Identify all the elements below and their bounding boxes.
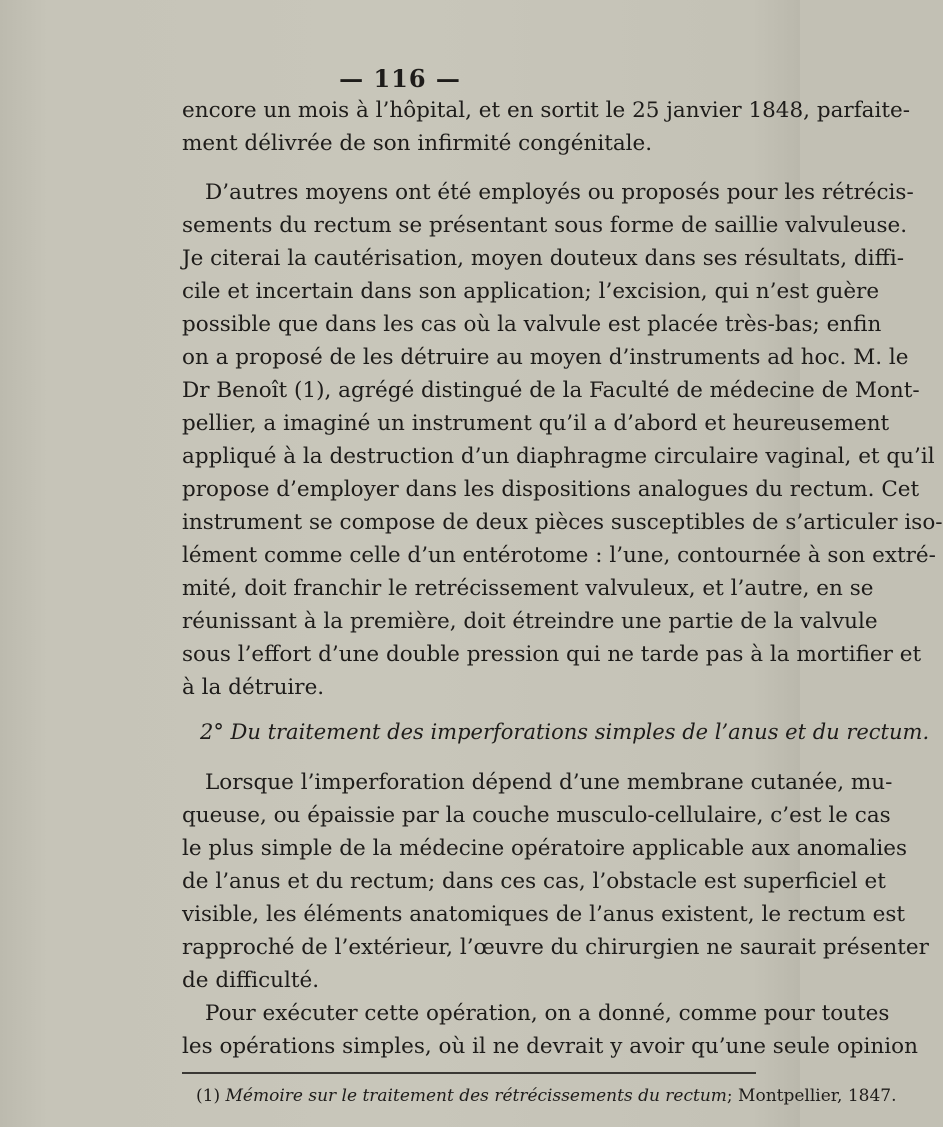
text-line: encore un mois à l’hôpital, et en sortit le 25 janvier 1848, parfaite- (182, 98, 910, 123)
footnote-source: ; Montpellier, 1847. (726, 1086, 897, 1106)
text-line: rapproché de l’extérieur, l’œuvre du chirurgien ne saurait présenter (182, 935, 929, 960)
text-line: sous l’effort d’une double pression qui ne tarde pas à la mortifier et (182, 642, 922, 667)
text-line: visible, les éléments anatomiques de l’anus existent, le rectum est (182, 902, 906, 927)
text-line: sements du rectum se présentant sous forme de saillie valvuleuse. (182, 213, 908, 238)
text-line: Lorsque l’imperforation dépend d’une membrane cutanée, mu- (205, 770, 893, 795)
text-line: possible que dans les cas où la valvule est placée très-bas; enfin (182, 312, 882, 337)
footnote-title: Mémoire sur le traitement des rétrécissements du rectum (225, 1086, 727, 1106)
text-line: Dr Benoît (1), agrégé distingué de la Faculté de médecine de Mont- (182, 378, 920, 403)
text-line: mité, doit franchir le retrécissement valvuleux, et l’autre, en se (182, 576, 874, 601)
text-line: de difficulté. (182, 968, 320, 993)
text-line: D’autres moyens ont été employés ou proposés pour les rétrécis- (205, 180, 914, 205)
text-line: queuse, ou épaissie par la couche musculo-cellulaire, c’est le cas (182, 803, 891, 828)
text-line: le plus simple de la médecine opératoire applicable aux anomalies (182, 836, 907, 861)
text-line: ment délivrée de son infirmité congénitale. (182, 131, 653, 156)
text-line: propose d’employer dans les dispositions analogues du rectum. Cet (182, 477, 920, 502)
text-line: Pour exécuter cette opération, on a donné, comme pour toutes (205, 1001, 890, 1026)
text-line: réunissant à la première, doit étreindre une partie de la valvule (182, 609, 878, 634)
page-number: — 116 — (339, 64, 461, 93)
text-line: lément comme celle d’un entérotome : l’une, contournée à son extré- (182, 543, 936, 568)
text-line: appliqué à la destruction d’un diaphragme circulaire vaginal, et qu’il (182, 444, 935, 469)
text-line: instrument se compose de deux pièces susceptibles de s’articuler iso- (182, 510, 943, 535)
text-line: les opérations simples, où il ne devrait y avoir qu’une seule opinion (182, 1034, 918, 1059)
footnote (196, 1086, 897, 1106)
text-line: à la détruire. (182, 675, 325, 700)
text-line: on a proposé de les détruire au moyen d’instruments ad hoc. M. le (182, 345, 909, 370)
footnote-marker: (1) (196, 1086, 221, 1106)
text-line: cile et incertain dans son application; l’excision, qui n’est guère (182, 279, 880, 304)
text-line: pellier, a imaginé un instrument qu’il a d’abord et heureusement (182, 411, 890, 436)
text-line: Je citerai la cautérisation, moyen douteux dans ses résultats, diffi- (182, 246, 904, 271)
footnote-rule (182, 1072, 756, 1074)
section-heading: 2° Du traitement des imperforations simples de l’anus et du rectum. (200, 720, 930, 744)
text-line: de l’anus et du rectum; dans ces cas, l’obstacle est superficiel et (182, 869, 886, 894)
